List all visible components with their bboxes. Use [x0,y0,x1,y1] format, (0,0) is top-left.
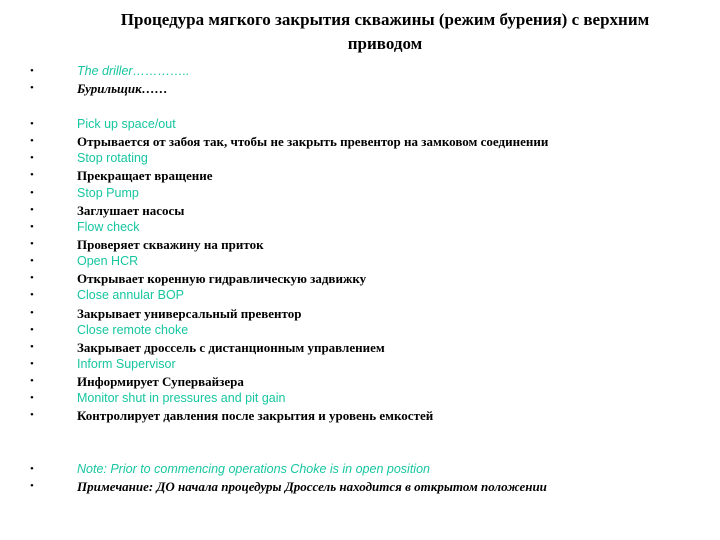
bullet-icon: • [30,357,34,370]
step-item-text: Заглушает насосы [77,202,185,218]
bullet-icon: • [30,306,34,319]
intro-item-text: The driller………….. [77,64,190,78]
step-item-text: Close remote choke [77,322,189,337]
step-item-text: Контролирует давления после закрытия и уровень емкостей [77,408,434,424]
step-item-text: Monitor shut in pressures and pit gain [77,391,286,406]
bullet-icon: • [30,375,34,388]
bullet-icon: • [30,409,34,422]
step-item-text: Flow check [77,219,140,234]
bullet-icon: • [30,340,34,353]
bullet-icon: • [30,392,34,405]
bullet-icon: • [30,203,34,216]
bullet-icon: • [30,272,34,285]
step-item-text: Отрывается от забоя так, чтобы не закрыть превентор на замковом соединении [77,134,549,150]
bullet-icon: • [30,82,34,95]
intro-item-text: Бурильщик…… [77,81,168,97]
step-item-text: Информирует Супервайзера [77,374,244,390]
step-item-text: Pick up space/out [77,117,176,131]
bullet-icon: • [30,118,34,130]
step-item-text: Stop rotating [77,151,148,166]
step-item-text: Открывает коренную гидравлическую задвижку [77,271,367,287]
step-item-text: Stop Pump [77,185,139,200]
bullet-icon: • [30,169,34,182]
step-item-text: Проверяет скважину на приток [77,236,264,252]
step-item-text: Close annular BOP [77,288,185,303]
bullet-icon: • [30,255,34,268]
bullet-icon: • [30,463,34,475]
step-item-text: Закрывает дроссель с дистанционным управлением [77,339,385,355]
bullet-icon: • [30,135,34,148]
bullet-icon: • [30,480,34,493]
note-item-text: Примечание: ДО начала процедуры Дроссель находится в открытом положении [77,479,547,495]
bullet-icon: • [30,220,34,233]
page-title: Процедура мягкого закрытия скважины (режим бурения) с верхним приводом [120,10,650,53]
bullet-icon: • [30,186,34,199]
bullet-icon: • [30,65,34,77]
step-item-text: Закрывает универсальный превентор [77,305,302,321]
bullet-icon: • [30,289,34,302]
step-item-text: Open HCR [77,254,139,269]
step-item-text: Inform Supervisor [77,356,176,371]
step-item-text: Прекращает вращение [77,168,213,184]
bullet-icon: • [30,323,34,336]
bullet-icon: • [30,152,34,165]
note-item-text: Note: Prior to commencing operations Choke is in open position [77,462,430,476]
bullet-icon: • [30,237,34,250]
